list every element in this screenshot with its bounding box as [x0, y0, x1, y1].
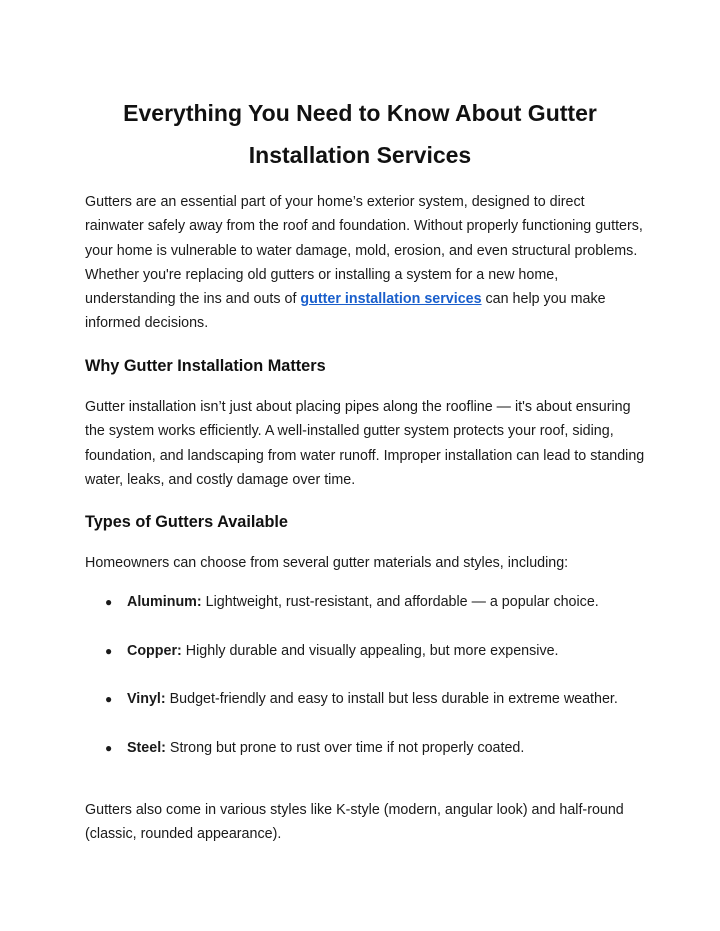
types-intro-paragraph: Homeowners can choose from several gutter materials and styles, including:	[85, 555, 569, 571]
list-item-text: Highly durable and visually appealing, but more expensive.	[181, 642, 559, 659]
list-item-aluminum	[85, 590, 645, 639]
section-heading-why: Why Gutter Installation Matters	[85, 357, 326, 375]
list-item-text: Strong but prone to rust over time if not properly coated.	[165, 739, 525, 756]
list-item-vinyl	[85, 687, 645, 736]
page-title: Everything You Need to Know About Gutter Installation Services	[123, 100, 597, 168]
bullet-icon: ●	[105, 740, 113, 755]
section-heading-types: Types of Gutters Available	[85, 513, 288, 531]
why-paragraph: Gutter installation isn’t just about placing pipes along the roofline — it's about ensuring the system works efficiently. A well-installed gutter system protects your roof, siding, foundation, and landscaping from water runoff. Improper installation can lead to standing water, leaks, and costly damage over time.	[85, 399, 645, 488]
intro-text-before-link: Gutters are an essential part of your home’s exterior system, designed to direct rainwater safely away from the roof and foundation. Without properly functioning gutters, your home is vulnerable to water damage, mold, erosion, and even structural problems. Whether you're replacing old gutters or installing a system for a new home, understanding the ins and outs of	[85, 194, 643, 308]
bullet-icon: ●	[105, 643, 113, 658]
intro-paragraph	[85, 190, 645, 336]
gutter-installation-services-link[interactable]: gutter installation services	[300, 291, 482, 308]
bullet-icon: ●	[105, 692, 113, 707]
list-item-label: Copper:	[127, 642, 182, 659]
list-item-steel	[85, 736, 645, 785]
gutter-types-list	[85, 590, 645, 784]
list-item-text: Budget-friendly and easy to install but less durable in extreme weather.	[165, 691, 618, 708]
list-item-label: Steel:	[127, 739, 166, 756]
list-item-text: Lightweight, rust-resistant, and affordable — a popular choice.	[201, 594, 599, 610]
list-item-label: Aluminum:	[127, 594, 202, 610]
list-item-label: Vinyl:	[127, 691, 166, 708]
list-item-copper	[85, 639, 645, 688]
styles-paragraph: Gutters also come in various styles like K-style (modern, angular look) and half-round (classic, rounded appearance).	[85, 802, 624, 843]
bullet-icon: ●	[105, 595, 113, 609]
intro-text-after-link: can help you make informed decisions.	[85, 291, 606, 332]
